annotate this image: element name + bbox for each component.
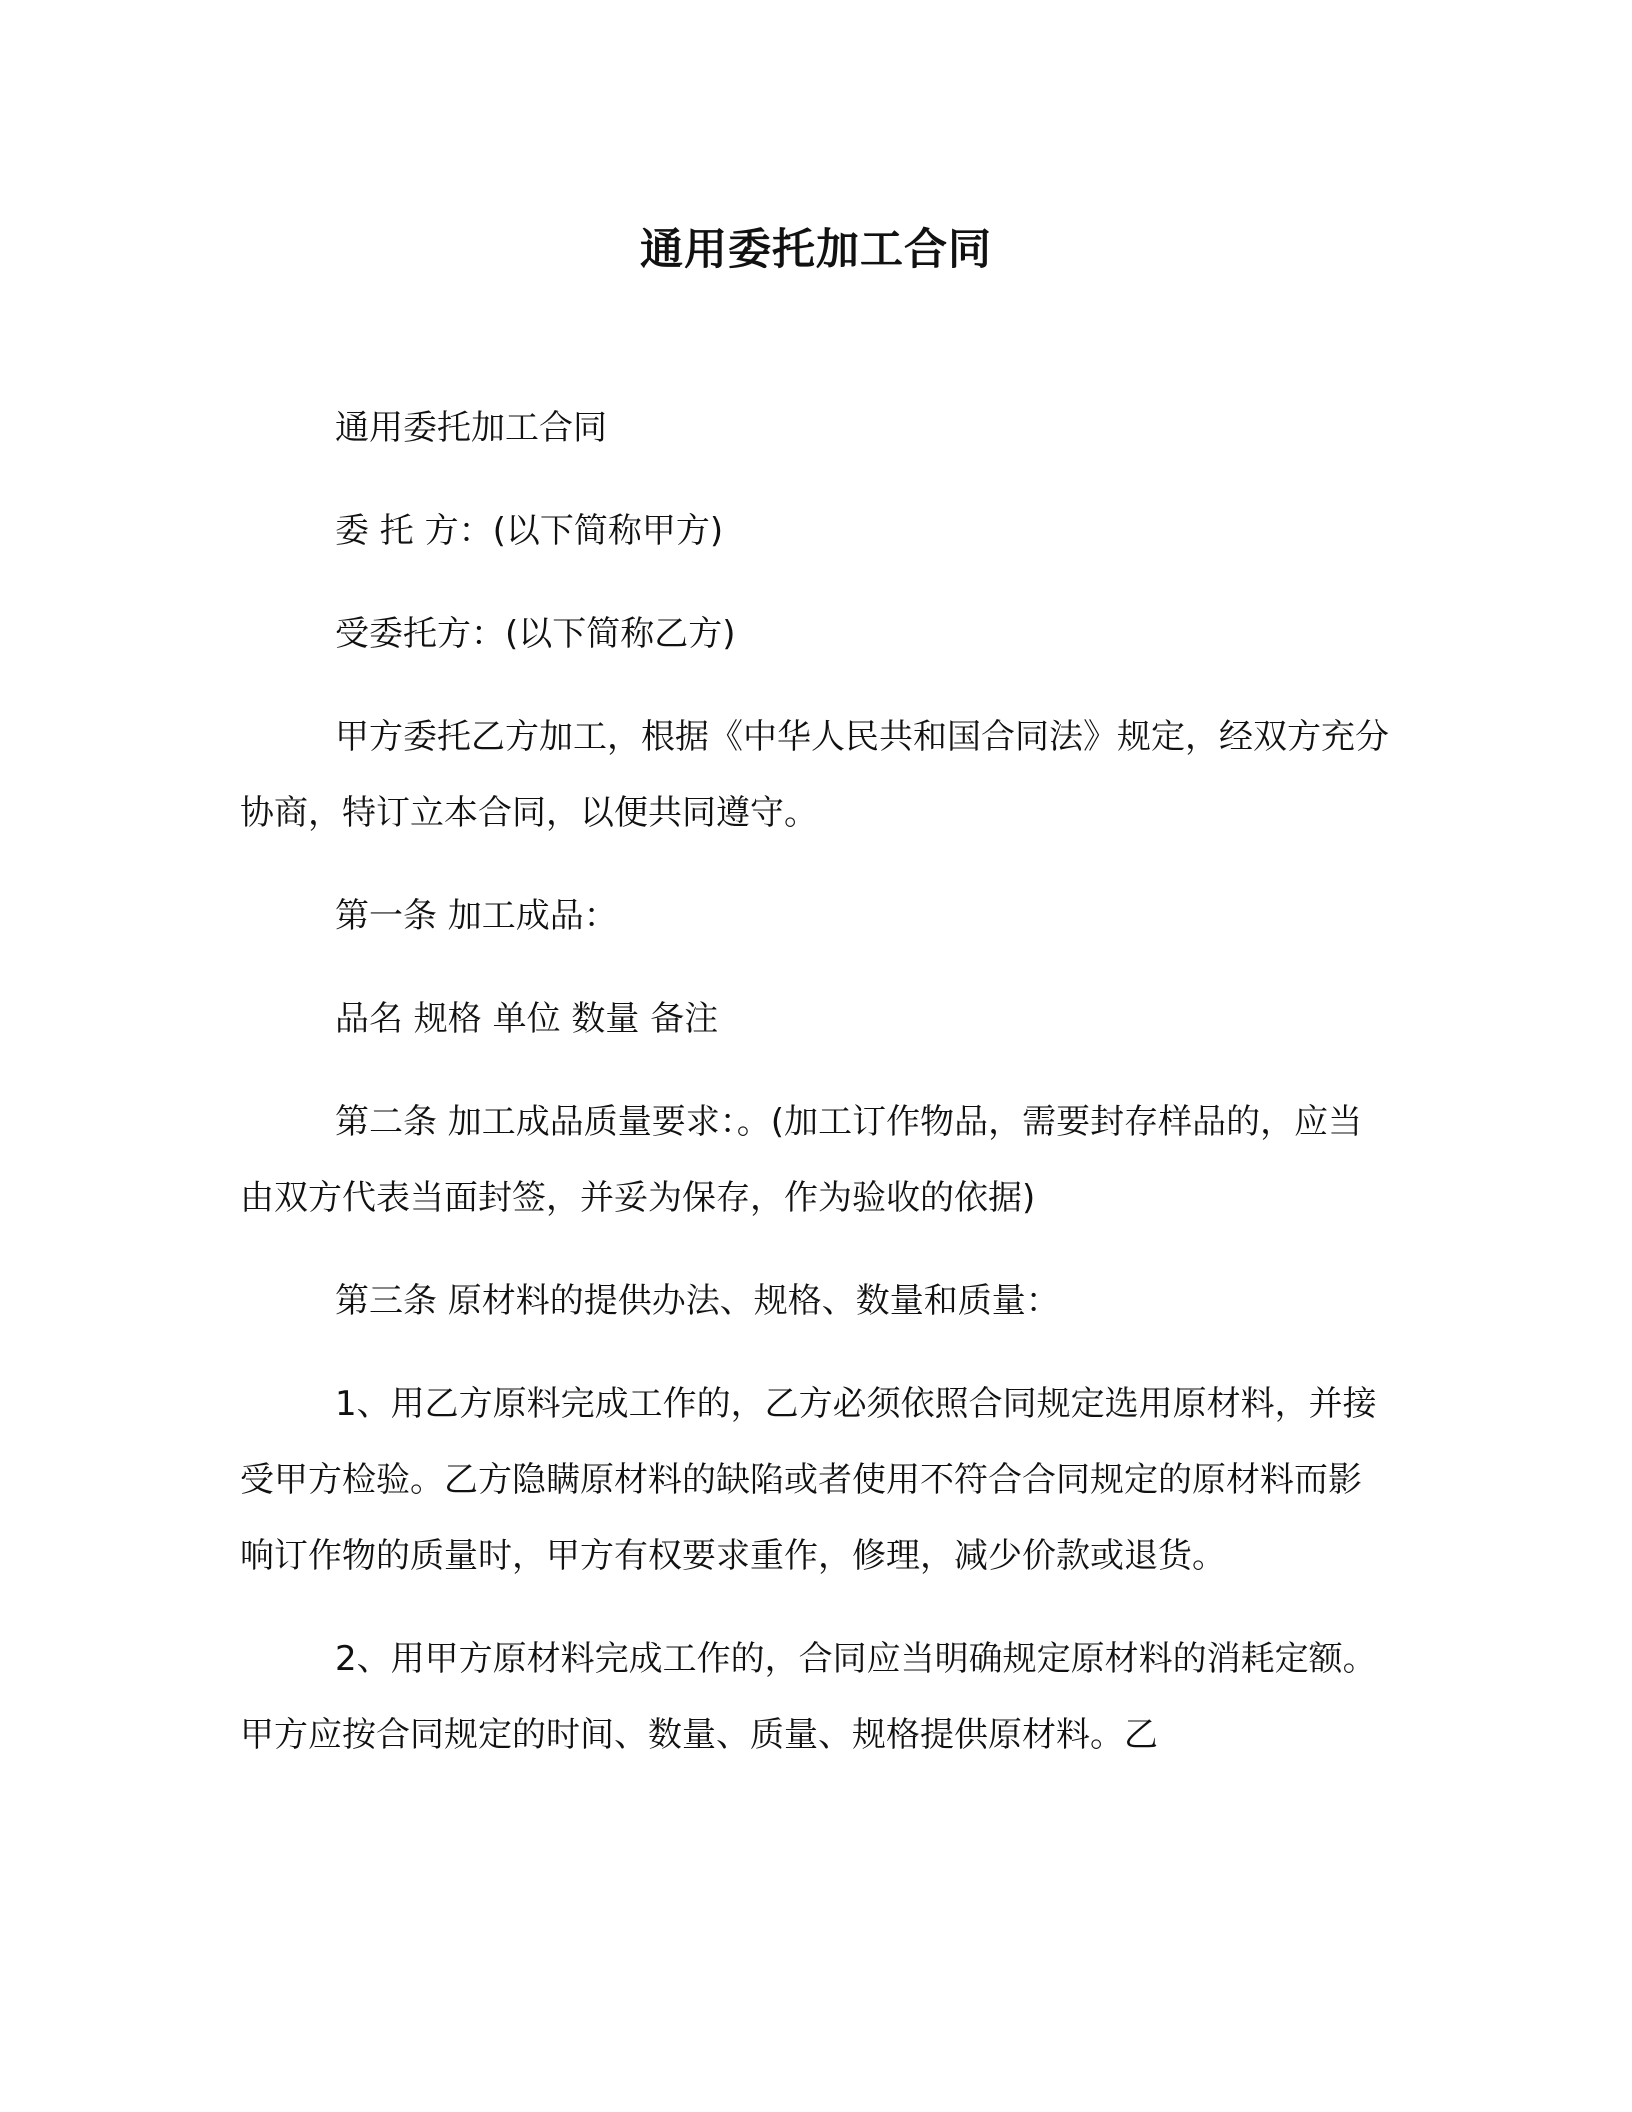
paragraph-article-3: 第三条 原材料的提供办法、规格、数量和质量： xyxy=(335,1281,1060,1321)
paragraph-product-fields: 品名 规格 单位 数量 备注 xyxy=(335,999,719,1039)
paragraph-item-2: 2、用甲方原材料完成工作的，合同应当明确规定原材料的消耗定额。甲方应按合同规定的时间、数量、质量、规格提供原材料。乙 xyxy=(240,1639,1377,1755)
paragraph-party-b: 受委托方：(以下简称乙方) xyxy=(335,614,736,654)
paragraph-heading: 通用委托加工合同 xyxy=(335,408,607,448)
document-title: 通用委托加工合同 xyxy=(640,225,992,275)
paragraph-intro: 甲方委托乙方加工，根据《中华人民共和国合同法》规定，经双方充分协商，特订立本合同，以便共同遵守。 xyxy=(240,717,1389,833)
document-body xyxy=(240,390,1392,1800)
paragraph-party-a: 委 托 方：(以下简称甲方) xyxy=(335,511,724,551)
paragraph-item-1: 1、用乙方原料完成工作的，乙方必须依照合同规定选用原材料，并接受甲方检验。乙方隐瞒原材料的缺陷或者使用不符合合同规定的原材料而影响订作物的质量时，甲方有权要求重作，修理，减少价款或退货。 xyxy=(240,1384,1377,1576)
paragraph-article-1: 第一条 加工成品： xyxy=(335,896,618,936)
paragraph-article-2: 第二条 加工成品质量要求：。(加工订作物品，需要封存样品的，应当由双方代表当面封签，并妥为保存，作为验收的依据) xyxy=(240,1102,1363,1218)
